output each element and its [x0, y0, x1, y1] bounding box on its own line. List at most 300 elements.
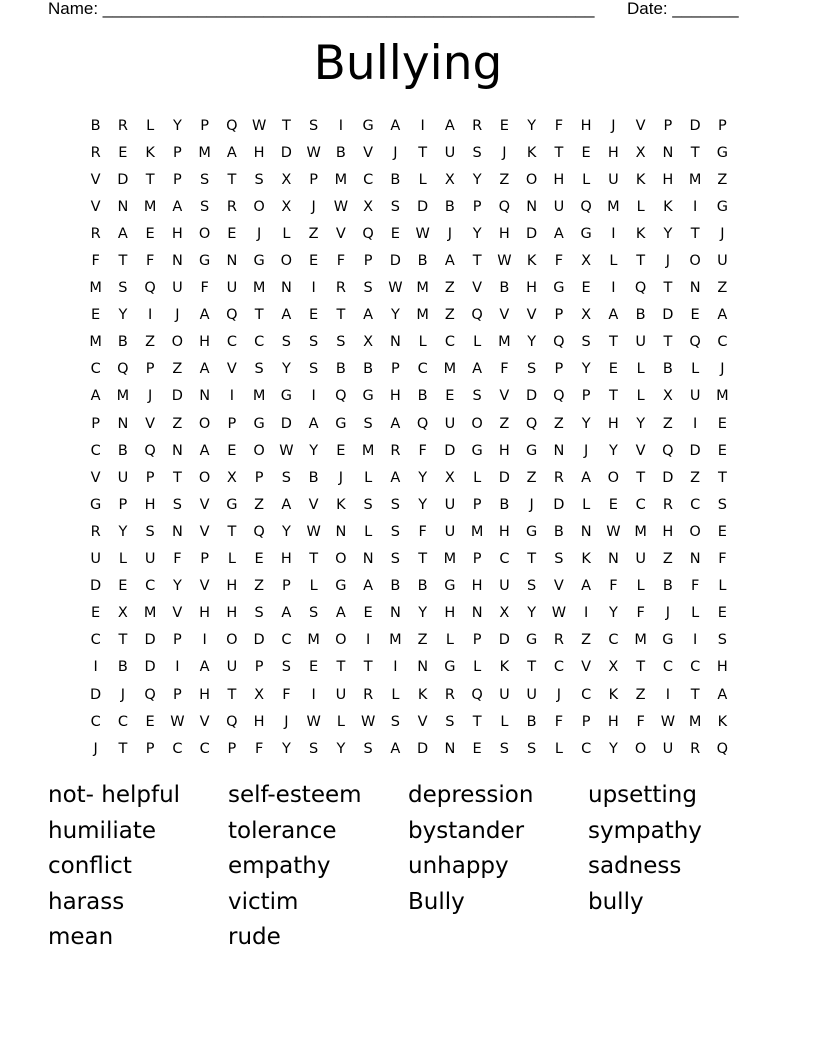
- grid-letter: F: [254, 740, 264, 757]
- grid-letter: E: [717, 523, 727, 540]
- grid-letter: U: [526, 686, 537, 703]
- grid-letter: N: [171, 442, 183, 459]
- grid-letter: Z: [581, 632, 592, 649]
- grid-letter: K: [526, 253, 537, 270]
- grid-letter: K: [581, 551, 591, 568]
- grid-letter: A: [444, 253, 455, 270]
- grid-letter: A: [90, 388, 101, 405]
- grid-letter: F: [145, 253, 155, 270]
- grid-letter: B: [117, 659, 128, 676]
- grid-letter: B: [335, 361, 346, 378]
- grid-letter: K: [417, 686, 428, 703]
- grid-letter: C: [608, 632, 619, 649]
- grid-row: [82, 573, 736, 600]
- grid-letter: Y: [418, 469, 428, 486]
- word-list-item: unhappy: [408, 853, 509, 880]
- grid-letter: R: [363, 686, 374, 703]
- grid-letter: X: [444, 171, 455, 188]
- grid-row: [82, 166, 736, 193]
- grid-letter: S: [309, 117, 319, 134]
- grid-letter: U: [689, 388, 701, 405]
- grid-letter: D: [553, 496, 565, 513]
- grid-letter: E: [91, 307, 101, 324]
- grid-letter: E: [363, 605, 373, 622]
- grid-letter: Z: [662, 551, 673, 568]
- grid-letter: E: [309, 659, 319, 676]
- grid-letter: E: [254, 551, 264, 568]
- grid-letter: J: [311, 198, 316, 215]
- grid-letter: C: [90, 442, 101, 459]
- grid-letter: M: [443, 551, 457, 568]
- grid-letter: C: [717, 334, 728, 351]
- grid-letter: G: [335, 578, 347, 595]
- grid-letter: O: [253, 442, 265, 459]
- grid-letter: E: [608, 361, 618, 378]
- grid-letter: G: [526, 442, 538, 459]
- grid-letter: D: [444, 442, 456, 459]
- grid-letter: S: [336, 334, 346, 351]
- grid-letter: B: [662, 578, 673, 595]
- grid-letter: Z: [172, 415, 183, 432]
- grid-letter: B: [526, 713, 537, 730]
- grid-letter: J: [175, 307, 180, 324]
- grid-letter: D: [662, 307, 674, 324]
- grid-letter: M: [716, 388, 729, 405]
- grid-letter: B: [417, 388, 428, 405]
- grid-letter: U: [635, 334, 646, 351]
- grid-letter: P: [309, 171, 318, 188]
- grid-letter: L: [418, 171, 427, 188]
- grid-letter: T: [418, 144, 428, 161]
- grid-letter: E: [336, 442, 346, 459]
- grid-letter: W: [251, 117, 267, 134]
- grid-letter: Z: [717, 280, 728, 297]
- grid-letter: U: [553, 198, 565, 215]
- grid-letter: A: [281, 496, 292, 513]
- grid-letter: T: [145, 171, 155, 188]
- grid-letter: C: [90, 361, 101, 378]
- grid-letter: X: [254, 686, 265, 703]
- grid-letter: P: [581, 388, 591, 405]
- grid-letter: B: [499, 496, 510, 513]
- grid-letter: H: [389, 388, 401, 405]
- grid-letter: A: [390, 117, 401, 134]
- grid-letter: G: [716, 198, 728, 215]
- grid-letter: D: [144, 632, 156, 649]
- grid-letter: P: [282, 578, 291, 595]
- grid-letter: T: [663, 280, 673, 297]
- grid-letter: J: [256, 225, 262, 242]
- grid-letter: L: [636, 388, 645, 405]
- grid-letter: I: [583, 605, 589, 622]
- grid-letter: J: [93, 740, 98, 757]
- grid-letter: V: [90, 469, 101, 486]
- grid-letter: S: [309, 740, 319, 757]
- grid-letter: Y: [608, 442, 618, 459]
- grid-letter: L: [691, 361, 700, 378]
- grid-letter: Y: [527, 334, 537, 351]
- grid-letter: B: [390, 171, 401, 188]
- grid-letter: M: [252, 388, 266, 405]
- grid-letter: L: [418, 334, 427, 351]
- grid-letter: J: [720, 361, 725, 378]
- grid-letter: X: [635, 144, 646, 161]
- grid-letter: N: [689, 280, 701, 297]
- grid-letter: G: [553, 280, 565, 297]
- word-list-item: bystander: [408, 817, 525, 844]
- grid-letter: H: [607, 415, 619, 432]
- grid-letter: Q: [634, 280, 647, 297]
- grid-letter: N: [199, 388, 211, 405]
- grid-letter: L: [582, 496, 591, 513]
- grid-letter: K: [635, 171, 646, 188]
- grid-letter: A: [226, 144, 237, 161]
- grid-letter: J: [120, 686, 126, 703]
- grid-letter: F: [173, 551, 182, 568]
- grid-letter: O: [525, 171, 538, 188]
- grid-row: [82, 193, 736, 220]
- grid-letter: T: [663, 334, 673, 351]
- grid-letter: H: [253, 144, 265, 161]
- grid-letter: B: [335, 144, 346, 161]
- grid-letter: O: [253, 198, 265, 215]
- grid-letter: G: [580, 225, 592, 242]
- grid-letter: F: [336, 253, 346, 270]
- grid-letter: S: [200, 171, 210, 188]
- grid-letter: Y: [608, 740, 618, 757]
- grid-letter: W: [388, 280, 403, 297]
- grid-letter: T: [363, 659, 373, 676]
- grid-letter: H: [662, 171, 674, 188]
- grid-letter: Z: [145, 334, 156, 351]
- grid-letter: A: [472, 361, 483, 378]
- grid-letter: T: [118, 253, 128, 270]
- grid-letter: A: [363, 578, 374, 595]
- grid-letter: N: [226, 253, 238, 270]
- grid-letter: G: [526, 523, 538, 540]
- grid-row: [82, 708, 736, 735]
- grid-letter: M: [89, 280, 102, 297]
- grid-letter: J: [147, 388, 153, 405]
- grid-letter: V: [199, 523, 210, 540]
- grid-letter: D: [417, 740, 429, 757]
- grid-letter: J: [529, 496, 534, 513]
- grid-letter: D: [417, 198, 429, 215]
- grid-letter: S: [363, 415, 373, 432]
- grid-letter: V: [226, 361, 237, 378]
- grid-letter: D: [280, 415, 292, 432]
- grid-row: [82, 491, 736, 518]
- grid-row: [82, 112, 736, 139]
- grid-letter: W: [551, 605, 567, 622]
- grid-letter: Q: [144, 442, 156, 459]
- grid-row: [82, 627, 736, 654]
- grid-letter: E: [227, 442, 237, 459]
- grid-row: [82, 654, 736, 681]
- grid-letter: D: [526, 225, 538, 242]
- grid-letter: Y: [472, 225, 482, 242]
- grid-letter: E: [309, 253, 319, 270]
- grid-letter: R: [553, 469, 564, 486]
- grid-letter: J: [720, 225, 725, 242]
- grid-letter: N: [389, 334, 401, 351]
- grid-letter: H: [716, 659, 728, 676]
- grid-letter: T: [690, 225, 700, 242]
- grid-letter: P: [118, 496, 128, 513]
- grid-letter: S: [472, 144, 482, 161]
- grid-letter: P: [91, 415, 100, 432]
- grid-letter: H: [253, 713, 265, 730]
- grid-letter: U: [717, 253, 728, 270]
- grid-letter: I: [229, 388, 235, 405]
- grid-letter: P: [145, 361, 155, 378]
- grid-letter: P: [663, 117, 673, 134]
- grid-letter: A: [172, 198, 183, 215]
- grid-letter: X: [281, 171, 292, 188]
- grid-letter: F: [200, 280, 209, 297]
- grid-letter: M: [688, 171, 702, 188]
- grid-letter: R: [90, 523, 101, 540]
- grid-letter: S: [499, 740, 509, 757]
- grid-letter: P: [254, 469, 264, 486]
- grid-letter: M: [443, 361, 457, 378]
- grid-letter: O: [280, 253, 293, 270]
- grid-letter: L: [636, 578, 645, 595]
- grid-letter: S: [281, 659, 291, 676]
- grid-letter: I: [338, 117, 344, 134]
- grid-letter: V: [172, 605, 183, 622]
- grid-letter: O: [607, 469, 620, 486]
- grid-letter: Y: [118, 307, 128, 324]
- grid-letter: H: [553, 171, 565, 188]
- grid-letter: Y: [527, 605, 537, 622]
- grid-letter: S: [527, 361, 537, 378]
- grid-letter: D: [498, 469, 510, 486]
- grid-letter: N: [117, 198, 129, 215]
- grid-letter: A: [581, 469, 592, 486]
- grid-letter: Y: [418, 605, 428, 622]
- grid-letter: H: [280, 551, 292, 568]
- grid-letter: C: [226, 334, 237, 351]
- grid-letter: A: [199, 659, 210, 676]
- grid-letter: S: [254, 171, 264, 188]
- grid-letter: R: [553, 632, 564, 649]
- grid-letter: N: [417, 659, 429, 676]
- grid-letter: E: [145, 225, 155, 242]
- grid-row: [82, 464, 736, 491]
- grid-letter: N: [171, 253, 183, 270]
- grid-letter: Z: [717, 171, 728, 188]
- grid-letter: Q: [335, 388, 347, 405]
- grid-letter: Y: [281, 740, 291, 757]
- grid-letter: M: [470, 523, 484, 540]
- grid-letter: X: [363, 198, 374, 215]
- grid-letter: Q: [117, 361, 129, 378]
- grid-letter: S: [309, 334, 319, 351]
- grid-letter: U: [499, 686, 510, 703]
- grid-letter: M: [307, 632, 320, 649]
- grid-letter: M: [89, 334, 102, 351]
- grid-letter: X: [499, 605, 510, 622]
- grid-letter: Z: [444, 307, 455, 324]
- grid-letter: E: [227, 225, 237, 242]
- grid-letter: C: [444, 334, 455, 351]
- grid-letter: G: [253, 253, 265, 270]
- grid-row: [82, 247, 736, 274]
- grid-letter: V: [526, 307, 537, 324]
- grid-letter: Q: [716, 740, 729, 757]
- grid-letter: I: [311, 686, 316, 703]
- grid-letter: V: [499, 388, 510, 405]
- grid-letter: P: [173, 171, 182, 188]
- grid-letter: E: [118, 144, 128, 161]
- grid-row: [82, 518, 736, 545]
- grid-letter: B: [90, 117, 101, 134]
- grid-letter: H: [498, 225, 510, 242]
- grid-letter: V: [635, 117, 646, 134]
- grid-letter: C: [581, 686, 592, 703]
- grid-letter: P: [145, 469, 155, 486]
- grid-row: [82, 302, 736, 329]
- grid-letter: K: [526, 144, 537, 161]
- word-list-item: humiliate: [48, 817, 156, 844]
- grid-letter: G: [199, 253, 211, 270]
- grid-letter: A: [281, 605, 292, 622]
- grid-letter: C: [690, 496, 701, 513]
- grid-letter: A: [117, 225, 128, 242]
- grid-letter: K: [635, 225, 646, 242]
- grid-letter: M: [607, 198, 620, 215]
- grid-letter: A: [581, 578, 592, 595]
- grid-letter: J: [393, 144, 398, 161]
- grid-letter: L: [582, 171, 591, 188]
- grid-letter: U: [226, 280, 238, 297]
- grid-letter: P: [472, 551, 482, 568]
- grid-letter: W: [333, 198, 349, 215]
- grid-letter: T: [608, 388, 618, 405]
- grid-letter: E: [445, 388, 455, 405]
- word-list-item: Bully: [408, 888, 465, 915]
- grid-letter: F: [282, 686, 291, 703]
- grid-letter: U: [635, 551, 646, 568]
- grid-letter: Z: [635, 686, 646, 703]
- grid-letter: P: [472, 496, 482, 513]
- grid-letter: V: [635, 442, 646, 459]
- grid-letter: V: [308, 496, 319, 513]
- grid-letter: C: [145, 578, 156, 595]
- grid-letter: U: [117, 469, 129, 486]
- grid-letter: L: [636, 198, 645, 215]
- grid-letter: Y: [663, 225, 673, 242]
- grid-letter: T: [636, 659, 646, 676]
- grid-letter: J: [502, 144, 507, 161]
- grid-letter: B: [635, 307, 646, 324]
- grid-letter: Q: [553, 334, 565, 351]
- grid-letter: T: [118, 740, 128, 757]
- grid-letter: H: [607, 713, 619, 730]
- grid-letter: C: [499, 551, 510, 568]
- grid-letter: X: [117, 605, 128, 622]
- grid-letter: R: [335, 280, 346, 297]
- grid-letter: C: [690, 659, 701, 676]
- word-list-item: upsetting: [588, 782, 697, 808]
- grid-letter: B: [117, 334, 128, 351]
- grid-letter: Q: [226, 713, 238, 730]
- grid-row: [82, 356, 736, 383]
- grid-letter: M: [143, 198, 157, 215]
- grid-letter: N: [362, 551, 374, 568]
- grid-letter: Z: [444, 280, 455, 297]
- grid-letter: I: [202, 632, 207, 649]
- grid-letter: A: [199, 361, 210, 378]
- grid-letter: Y: [390, 307, 400, 324]
- grid-letter: G: [444, 578, 456, 595]
- grid-letter: K: [608, 686, 619, 703]
- grid-letter: T: [281, 117, 291, 134]
- grid-letter: N: [471, 605, 483, 622]
- grid-letter: T: [472, 713, 482, 730]
- grid-letter: K: [717, 713, 728, 730]
- grid-letter: M: [634, 632, 647, 649]
- grid-letter: S: [527, 578, 537, 595]
- grid-letter: N: [580, 523, 592, 540]
- grid-letter: S: [445, 713, 455, 730]
- grid-letter: S: [363, 280, 373, 297]
- grid-letter: W: [606, 523, 621, 540]
- grid-letter: U: [444, 523, 456, 540]
- grid-letter: C: [553, 659, 564, 676]
- grid-letter: Q: [525, 415, 538, 432]
- grid-letter: S: [118, 280, 128, 297]
- word-list: [48, 778, 768, 956]
- grid-letter: C: [281, 632, 292, 649]
- grid-letter: D: [90, 686, 102, 703]
- grid-letter: K: [499, 659, 510, 676]
- grid-letter: N: [526, 198, 538, 215]
- grid-letter: P: [227, 740, 237, 757]
- grid-letter: Z: [553, 415, 564, 432]
- grid-letter: E: [608, 496, 618, 513]
- grid-letter: E: [145, 713, 155, 730]
- grid-letter: B: [553, 523, 564, 540]
- grid-letter: Y: [172, 578, 182, 595]
- grid-letter: E: [309, 307, 319, 324]
- grid-letter: L: [609, 253, 618, 270]
- grid-letter: O: [171, 334, 184, 351]
- grid-letter: I: [393, 659, 398, 676]
- grid-letter: S: [390, 198, 400, 215]
- grid-letter: W: [306, 523, 321, 540]
- letter-grid: [82, 112, 736, 762]
- grid-letter: R: [226, 198, 237, 215]
- grid-letter: A: [553, 225, 564, 242]
- grid-letter: A: [199, 307, 210, 324]
- grid-letter: U: [444, 415, 456, 432]
- grid-letter: E: [390, 225, 400, 242]
- grid-letter: L: [718, 578, 727, 595]
- grid-letter: J: [611, 117, 616, 134]
- grid-letter: E: [717, 605, 727, 622]
- grid-letter: R: [90, 225, 101, 242]
- word-list-item: rude: [228, 924, 281, 951]
- grid-letter: I: [611, 225, 616, 242]
- grid-letter: N: [171, 523, 183, 540]
- grid-letter: S: [145, 523, 155, 540]
- grid-letter: T: [118, 632, 128, 649]
- grid-letter: W: [660, 713, 676, 730]
- grid-letter: G: [444, 659, 456, 676]
- grid-letter: W: [170, 713, 185, 730]
